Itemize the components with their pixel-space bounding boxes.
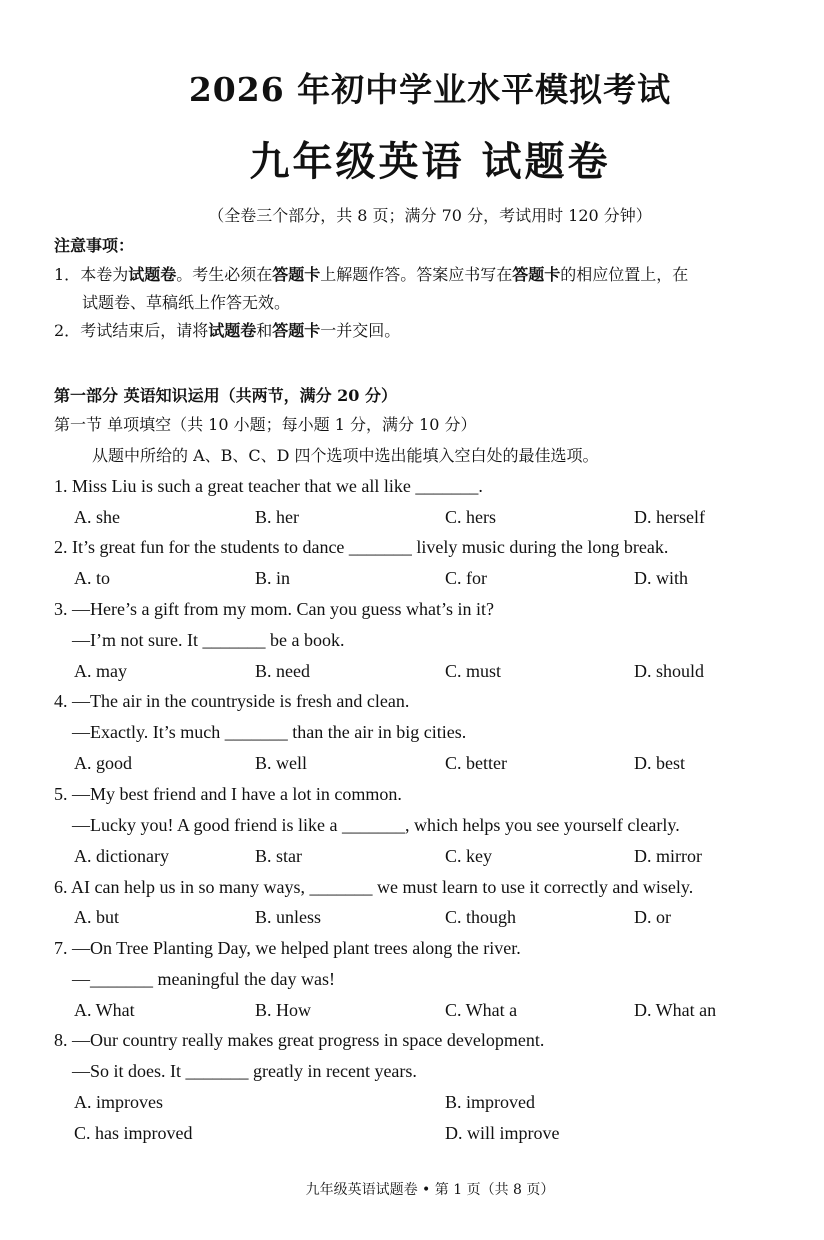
option-d: D. will improve [445,1123,560,1143]
notice-item-1: 1．本卷为试题卷。考生必须在答题卡上解题作答。答案应书写在答题卡的相应位置上，在 [54,265,689,284]
option-d: D. should [634,661,705,681]
part-one-heading: 第一部分 英语知识运用（共两节，满分 20 分） [54,386,397,405]
option-a: A. What [74,1000,135,1020]
option-c: C. key [445,846,492,866]
option-a: A. to [74,568,110,588]
option-c: C. must [445,661,502,681]
option-d: D. best [634,753,685,773]
option-a: A. may [74,661,127,681]
question-7-reply: —_______ meaningful the day was! [72,969,335,989]
section-one-heading: 第一节 单项填空（共 10 小题；每小题 1 分，满分 10 分） [54,415,477,434]
question-5-stem: 5. —My best friend and I have a lot in common. [54,784,402,804]
option-a: A. but [74,907,119,927]
option-a: A. good [74,753,132,773]
option-c: C. hers [445,507,496,527]
option-d: D. or [634,907,671,927]
option-b: B. need [255,661,310,681]
option-a: A. dictionary [74,846,169,866]
question-3-reply: —I’m not sure. It _______ be a book. [72,630,345,650]
exam-info: （全卷三个部分，共 8 页；满分 70 分，考试用时 120 分钟） [208,206,652,225]
option-c: C. though [445,907,517,927]
notice-item-number: 1． [54,265,81,284]
question-8-stem: 8. —Our country really makes great progress in space development. [54,1030,545,1050]
notice-item-1-continued: 试题卷、草稿纸上作答无效。 [82,293,291,312]
option-b: B. in [255,568,291,588]
question-3-stem: 3. —Here’s a gift from my mom. Can you guess what’s in it? [54,599,494,619]
option-c: C. better [445,753,507,773]
option-d: D. with [634,568,688,588]
option-b: B. her [255,507,299,527]
notice-heading: 注意事项： [54,236,135,255]
option-b: B. unless [255,907,322,927]
exam-title: 2026 年初中学业水平模拟考试 [188,70,672,109]
notice-item-number: 2． [54,321,81,340]
notice-item-2: 2．考试结束后，请将试题卷和答题卡一并交回。 [54,321,401,340]
question-4-reply: —Exactly. It’s much _______ than the air in big cities. [72,722,467,742]
question-4-stem: 4. —The air in the countryside is fresh and clean. [54,691,410,711]
option-a: A. improves [74,1092,163,1112]
option-b: B. improved [445,1092,535,1112]
section-instruction: 从题中所给的 A、B、C、D 四个选项中选出能填入空白处的最佳选项。 [92,446,599,465]
paper-title: 九年级英语 试题卷 [249,138,611,185]
question-8-reply: —So it does. It _______ greatly in recent years. [72,1061,417,1081]
question-5-reply: —Lucky you! A good friend is like a _______, which helps you see yourself clearly. [72,815,680,835]
option-b: B. star [255,846,302,866]
option-c: C. has improved [74,1123,193,1143]
option-d: D. herself [634,507,705,527]
option-a: A. she [74,507,120,527]
question-1-stem: 1. Miss Liu is such a great teacher that we all like _______. [54,476,483,496]
page-footer: 九年级英语试题卷 • 第 1 页（共 8 页） [305,1182,555,1198]
question-6-stem: 6. AI can help us in so many ways, _______ we must learn to use it correctly and wisely. [54,877,694,897]
option-d: D. mirror [634,846,702,866]
option-b: B. well [255,753,307,773]
option-c: C. What a [445,1000,518,1020]
option-c: C. for [445,568,487,588]
question-7-stem: 7. —On Tree Planting Day, we helped plant trees along the river. [54,938,521,958]
option-b: B. How [255,1000,312,1020]
option-d: D. What an [634,1000,717,1020]
question-2-stem: 2. It’s great fun for the students to dance _______ lively music during the long break. [54,537,669,557]
